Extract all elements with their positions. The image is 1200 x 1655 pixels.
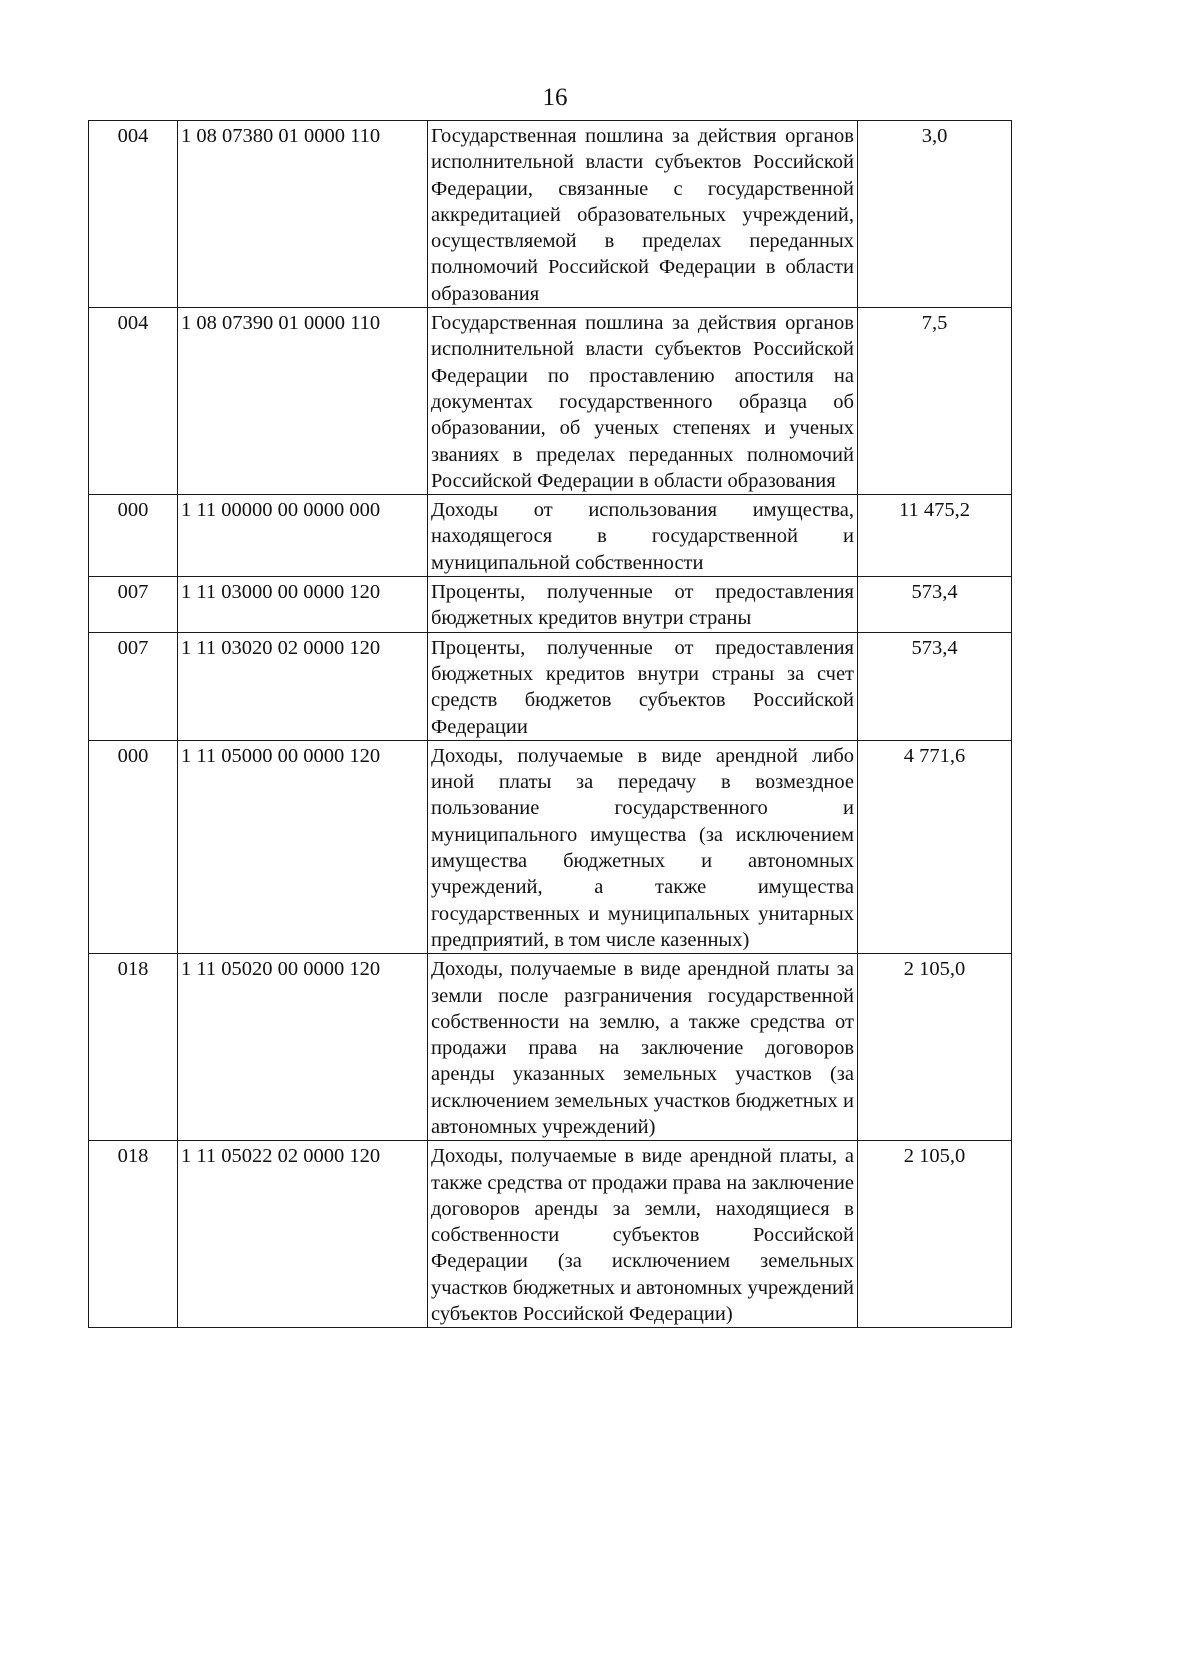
admin-code-cell: 004: [89, 308, 178, 495]
admin-code-cell: 000: [89, 740, 178, 953]
table-row: [89, 495, 1012, 577]
amount-cell: 7,5: [858, 308, 1012, 495]
table-row: [89, 308, 1012, 495]
table-row: [89, 1141, 1012, 1328]
amount-cell: 4 771,6: [858, 740, 1012, 953]
amount-cell: 3,0: [858, 121, 1012, 308]
table-row: [89, 954, 1012, 1141]
table-row: [89, 632, 1012, 740]
amount-cell: 2 105,0: [858, 1141, 1012, 1328]
revenue-name-cell: Доходы от использования имущества, находящегося в государственной и муниципальной собственности: [428, 495, 858, 577]
amount-cell: 2 105,0: [858, 954, 1012, 1141]
table-row: [89, 577, 1012, 633]
revenue-name-cell: Проценты, полученные от предоставления бюджетных кредитов внутри страны за счет средств бюджетов субъектов Российской Федерации: [428, 632, 858, 740]
budget-code-cell: 1 11 03020 02 0000 120: [178, 632, 428, 740]
budget-code-cell: 1 11 00000 00 0000 000: [178, 495, 428, 577]
revenue-name-cell: Доходы, получаемые в виде арендной платы, а также средства от продажи права на заключение договоров аренды за земли, находящиеся в собственности субъектов Российской Федерации (за исключением земельных участков бюджетных и автономных учреждений субъектов Российской Федерации): [428, 1141, 858, 1328]
budget-code-cell: 1 08 07380 01 0000 110: [178, 121, 428, 308]
admin-code-cell: 000: [89, 495, 178, 577]
budget-code-cell: 1 11 05020 00 0000 120: [178, 954, 428, 1141]
table-row: [89, 740, 1012, 953]
budget-code-cell: 1 11 05000 00 0000 120: [178, 740, 428, 953]
budget-code-cell: 1 11 03000 00 0000 120: [178, 577, 428, 633]
amount-cell: 573,4: [858, 577, 1012, 633]
revenue-name-cell: Государственная пошлина за действия органов исполнительной власти субъектов Российской Федерации по проставлению апостиля на документах государственного образца об образовании, об ученых степенях и ученых званиях в пределах переданных полномочий Российской Федерации в области образования: [428, 308, 858, 495]
admin-code-cell: 007: [89, 577, 178, 633]
admin-code-cell: 007: [89, 632, 178, 740]
table-row: [89, 121, 1012, 308]
amount-cell: 11 475,2: [858, 495, 1012, 577]
budget-code-cell: 1 08 07390 01 0000 110: [178, 308, 428, 495]
budget-code-cell: 1 11 05022 02 0000 120: [178, 1141, 428, 1328]
page-number: 16: [542, 84, 568, 111]
revenue-name-cell: Доходы, получаемые в виде арендной платы за земли после разграничения государственной собственности на землю, а также средства от продажи права на заключение договоров аренды указанных земельных участков (за исключением земельных участков бюджетных и автономных учреждений): [428, 954, 858, 1141]
admin-code-cell: 004: [89, 121, 178, 308]
amount-cell: 573,4: [858, 632, 1012, 740]
revenue-name-cell: Государственная пошлина за действия органов исполнительной власти субъектов Российской Федерации, связанные с государственной аккредитацией образовательных учреждений, осуществляемой в пределах переданных полномочий Российской Федерации в области образования: [428, 121, 858, 308]
revenue-table: [88, 120, 1012, 1328]
admin-code-cell: 018: [89, 954, 178, 1141]
revenue-name-cell: Доходы, получаемые в виде арендной либо иной платы за передачу в возмездное пользование государственного и муниципального имущества (за исключением имущества бюджетных и автономных учреждений, а также имущества государственных и муниципальных унитарных предприятий, в том числе казенных): [428, 740, 858, 953]
admin-code-cell: 018: [89, 1141, 178, 1328]
revenue-name-cell: Проценты, полученные от предоставления бюджетных кредитов внутри страны: [428, 577, 858, 633]
